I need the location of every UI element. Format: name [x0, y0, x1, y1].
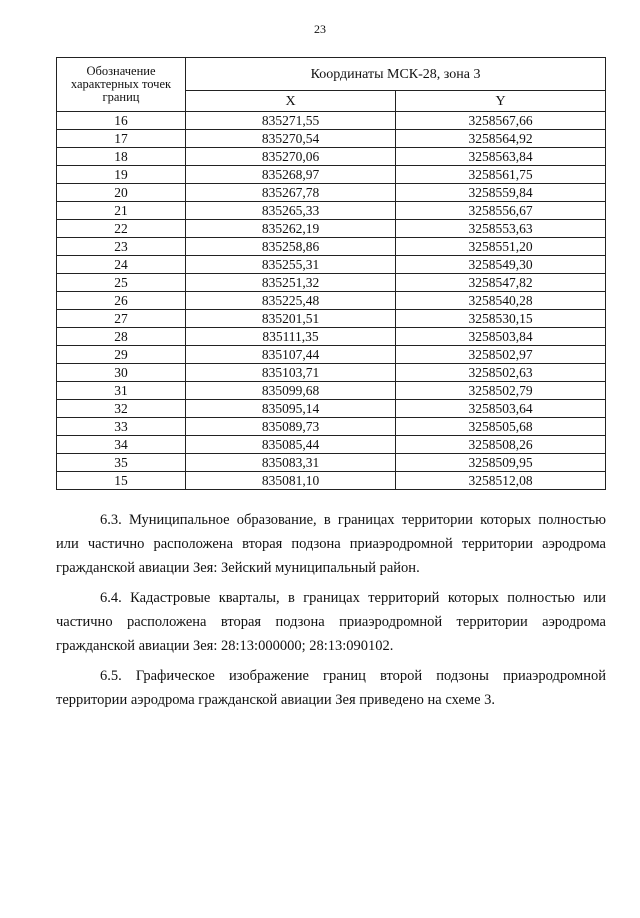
cell-y: 3258502,63 — [396, 364, 606, 382]
table-row — [57, 274, 606, 292]
cell-x: 835107,44 — [186, 346, 396, 364]
cell-point: 19 — [57, 166, 186, 184]
table-row — [57, 238, 606, 256]
cell-point: 25 — [57, 274, 186, 292]
table-row — [57, 256, 606, 274]
cell-x: 835225,48 — [186, 292, 396, 310]
table-row — [57, 472, 606, 490]
document-text — [56, 508, 606, 718]
table-row — [57, 292, 606, 310]
cell-x: 835081,10 — [186, 472, 396, 490]
cell-y: 3258553,63 — [396, 220, 606, 238]
paragraph-cadastral-quarters: 6.4. Кадастровые кварталы, в границах территорий которых полностью или частично расположена вторая подзона приаэродромной территории аэродрома гражданской авиации Зея: 28:13:000000; 28:13:090102. — [56, 590, 606, 654]
cell-y: 3258502,79 — [396, 382, 606, 400]
table-row — [57, 418, 606, 436]
cell-point: 20 — [57, 184, 186, 202]
cell-point: 24 — [57, 256, 186, 274]
cell-y: 3258564,92 — [396, 130, 606, 148]
cell-x: 835095,14 — [186, 400, 396, 418]
cell-point: 31 — [57, 382, 186, 400]
paragraph-graphic-scheme: 6.5. Графическое изображение границ второй подзоны приаэродромной территории аэродрома гражданской авиации Зея приведено на схеме 3. — [56, 668, 606, 708]
table-row — [57, 400, 606, 418]
table-row — [57, 364, 606, 382]
table-row — [57, 166, 606, 184]
table-row — [57, 310, 606, 328]
cell-y: 3258502,97 — [396, 346, 606, 364]
cell-x: 835271,55 — [186, 112, 396, 130]
cell-y: 3258540,28 — [396, 292, 606, 310]
cell-y: 3258503,64 — [396, 400, 606, 418]
table-row — [57, 436, 606, 454]
cell-point: 35 — [57, 454, 186, 472]
table-row — [57, 202, 606, 220]
cell-y: 3258505,68 — [396, 418, 606, 436]
table-row — [57, 184, 606, 202]
coordinates-table-header — [57, 58, 606, 112]
cell-x: 835255,31 — [186, 256, 396, 274]
cell-point: 15 — [57, 472, 186, 490]
cell-x: 835270,54 — [186, 130, 396, 148]
table-row — [57, 346, 606, 364]
table-row — [57, 454, 606, 472]
header-y: Y — [396, 91, 606, 112]
cell-x: 835265,33 — [186, 202, 396, 220]
cell-y: 3258530,15 — [396, 310, 606, 328]
cell-y: 3258561,75 — [396, 166, 606, 184]
cell-y: 3258551,20 — [396, 238, 606, 256]
cell-point: 30 — [57, 364, 186, 382]
coordinates-table-body — [57, 112, 606, 490]
cell-y: 3258547,82 — [396, 274, 606, 292]
cell-point: 29 — [57, 346, 186, 364]
page-number: 23 — [314, 22, 326, 36]
cell-y: 3258509,95 — [396, 454, 606, 472]
table-row — [57, 328, 606, 346]
cell-y: 3258512,08 — [396, 472, 606, 490]
cell-y: 3258503,84 — [396, 328, 606, 346]
cell-y: 3258549,30 — [396, 256, 606, 274]
cell-x: 835267,78 — [186, 184, 396, 202]
cell-point: 23 — [57, 238, 186, 256]
cell-x: 835103,71 — [186, 364, 396, 382]
cell-x: 835085,44 — [186, 436, 396, 454]
cell-point: 18 — [57, 148, 186, 166]
cell-x: 835083,31 — [186, 454, 396, 472]
cell-y: 3258563,84 — [396, 148, 606, 166]
table-row — [57, 220, 606, 238]
cell-x: 835262,19 — [186, 220, 396, 238]
header-x: X — [186, 91, 396, 112]
cell-point: 22 — [57, 220, 186, 238]
cell-point: 16 — [57, 112, 186, 130]
cell-x: 835099,68 — [186, 382, 396, 400]
cell-x: 835251,32 — [186, 274, 396, 292]
table-row — [57, 148, 606, 166]
cell-y: 3258508,26 — [396, 436, 606, 454]
cell-point: 17 — [57, 130, 186, 148]
table-row — [57, 382, 606, 400]
cell-point: 27 — [57, 310, 186, 328]
cell-point: 28 — [57, 328, 186, 346]
cell-x: 835270,06 — [186, 148, 396, 166]
cell-point: 33 — [57, 418, 186, 436]
header-point-designation: Обозначение характерных точек границ — [57, 58, 186, 112]
coordinates-table — [56, 57, 606, 490]
cell-y: 3258556,67 — [396, 202, 606, 220]
table-row — [57, 130, 606, 148]
cell-y: 3258559,84 — [396, 184, 606, 202]
paragraph-municipality: 6.3. Муниципальное образование, в границах территории которых полностью или частично расположена вторая подзона приаэродромной территории аэродрома гражданской авиации Зея: Зейский муниципальный район. — [56, 512, 606, 576]
cell-point: 34 — [57, 436, 186, 454]
cell-x: 835201,51 — [186, 310, 396, 328]
cell-point: 21 — [57, 202, 186, 220]
cell-x: 835258,86 — [186, 238, 396, 256]
cell-point: 32 — [57, 400, 186, 418]
cell-y: 3258567,66 — [396, 112, 606, 130]
cell-x: 835089,73 — [186, 418, 396, 436]
header-coordinate-system: Координаты МСК-28, зона 3 — [186, 58, 606, 91]
cell-point: 26 — [57, 292, 186, 310]
cell-x: 835268,97 — [186, 166, 396, 184]
table-row — [57, 112, 606, 130]
cell-x: 835111,35 — [186, 328, 396, 346]
